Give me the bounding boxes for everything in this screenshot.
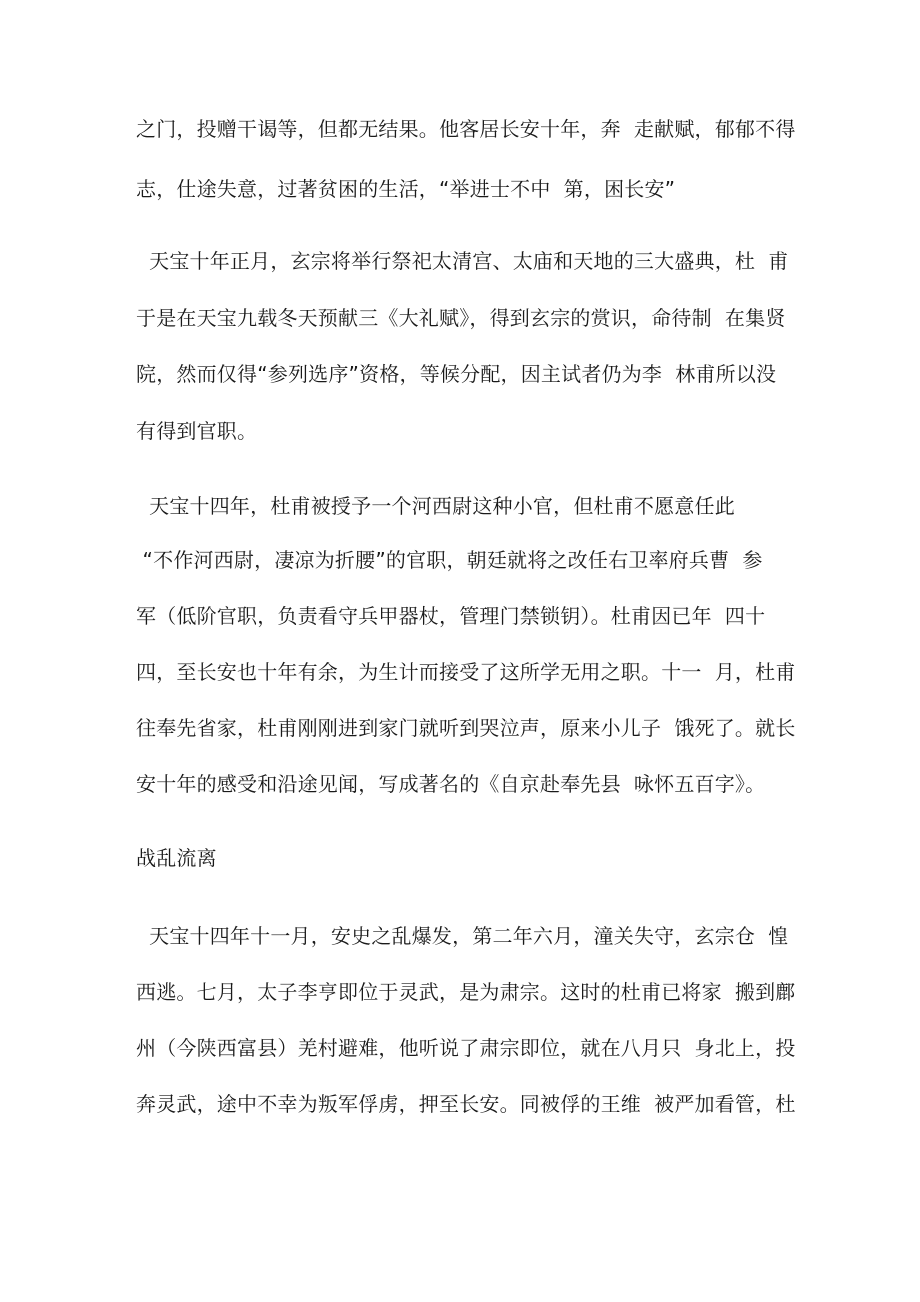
text-line: 往奉先省家，杜甫刚刚进到家门就听到哭泣声，原来小儿子 饿死了。就长: [136, 716, 796, 740]
text-line: 安十年的感受和沿途见闻，写成著名的《自京赴奉先县 咏怀五百字》。: [136, 772, 766, 796]
text-line: 奔灵武，途中不幸为叛军俘虏，押至长安。同被俘的王维 被严加看管，杜: [136, 1092, 796, 1116]
text-line: 州（今陕西富县）羌村避难，他听说了肃宗即位，就在八月只 身北上，投: [136, 1036, 796, 1060]
text-line: “不作河西尉，凄凉为折腰”的官职，朝廷就将之改任右卫率府兵曹 参: [136, 548, 763, 572]
text-line: 志，仕途失意，过著贫困的生活，“举进士不中 第，困长安”: [136, 177, 676, 201]
text-line: 天宝十四年，杜甫被授予一个河西尉这种小官，但杜甫不愿意任此: [136, 494, 735, 518]
text-line: 西逃。七月，太子李亨即位于灵武，是为肃宗。这时的杜甫已将家 搬到鄜: [136, 980, 796, 1004]
text-line: 军（低阶官职，负责看守兵甲器杖，管理门禁锁钥）。杜甫因已年 四十: [136, 604, 766, 628]
text-line: 四，至长安也十年有余，为生计而接受了这所学无用之职。十一 月，杜甫: [136, 660, 796, 684]
text-line: 于是在天宝九载冬天预献三《大礼赋》，得到玄宗的赏识，命待制 在集贤: [136, 306, 786, 330]
text-line: 天宝十四年十一月，安史之乱爆发，第二年六月，潼关失守，玄宗仓 惶: [136, 924, 789, 948]
text-line: 有得到官职。: [136, 419, 258, 443]
text-line: 天宝十年正月，玄宗将举行祭祀太清宫、太庙和天地的三大盛典，杜 甫: [136, 249, 789, 273]
section-heading: 战乱流离: [136, 846, 217, 870]
text-line: 之门，投赠干谒等，但都无结果。他客居长安十年，奔 走献赋，郁郁不得: [136, 117, 796, 141]
text-line: 院，然而仅得“参列选序”资格，等候分配，因主试者仍为李 林甫所以没: [136, 362, 777, 386]
